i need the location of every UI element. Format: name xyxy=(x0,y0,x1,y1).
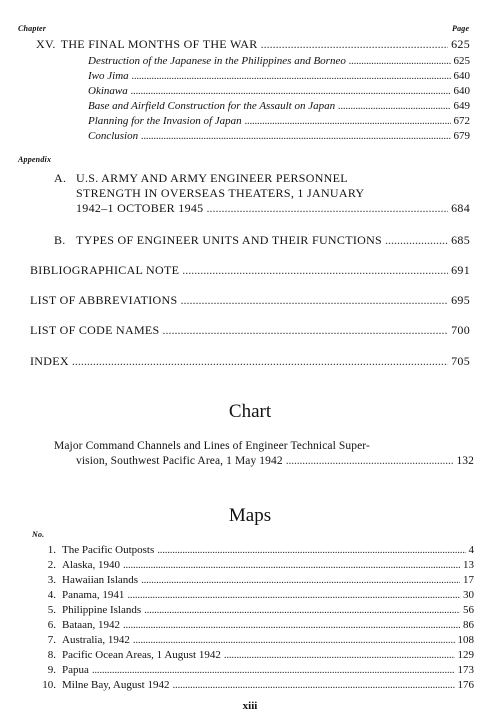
back-matter-entry xyxy=(30,293,470,307)
map-number: 10. xyxy=(42,679,56,691)
chart-section-heading: Chart xyxy=(228,401,272,422)
chart-title-line: Major Command Channels and Lines of Engineer Technical Super- xyxy=(54,440,370,452)
page-number: 685 xyxy=(451,233,470,247)
page-number: 30 xyxy=(463,589,474,601)
page-number: 625 xyxy=(451,37,470,51)
appendix-label: Appendix xyxy=(18,155,52,164)
dot-leader xyxy=(133,633,455,647)
dot-leader xyxy=(141,573,460,587)
dot-leader xyxy=(385,233,448,247)
section-title: Okinawa xyxy=(88,85,128,97)
footer-page-number: xiii xyxy=(242,700,258,712)
page-number: 695 xyxy=(451,293,470,307)
section-title: Iwo Jima xyxy=(88,70,129,82)
page-column-label: Page xyxy=(452,24,470,33)
map-entry xyxy=(34,603,474,617)
chart-entry xyxy=(54,439,474,469)
map-number: 8. xyxy=(47,649,56,661)
back-matter-entry xyxy=(30,263,470,277)
page-number: 640 xyxy=(453,70,470,82)
map-title: Philippine Islands xyxy=(62,604,142,616)
page-number: 625 xyxy=(453,55,470,67)
section-title: Destruction of the Japanese in the Philippines and Borneo xyxy=(88,55,346,67)
map-title: Pacific Ocean Areas, 1 August 1942 xyxy=(62,649,221,661)
back-matter-entry xyxy=(30,323,470,337)
map-entry xyxy=(34,558,474,572)
dot-leader xyxy=(163,323,449,337)
page-number: 700 xyxy=(451,323,470,337)
map-number: 9. xyxy=(47,664,56,676)
maps-section-heading: Maps xyxy=(228,505,272,526)
page-number: 4 xyxy=(468,544,474,556)
appendix-a-last-line xyxy=(54,201,470,216)
back-matter-entry xyxy=(30,354,470,368)
appendix-a-entry xyxy=(54,171,470,216)
map-entry xyxy=(34,663,474,677)
dot-leader xyxy=(207,201,449,216)
map-number: 1. xyxy=(47,544,56,556)
dot-leader xyxy=(144,603,460,617)
map-title: Alaska, 1940 xyxy=(62,559,121,571)
section-title: Conclusion xyxy=(88,130,139,142)
map-entry xyxy=(34,588,474,602)
chapter-title: THE FINAL MONTHS OF THE WAR xyxy=(60,37,258,51)
page-number: 684 xyxy=(451,201,470,215)
dot-leader xyxy=(123,618,460,632)
page-number: 86 xyxy=(463,619,474,631)
chart-last-line xyxy=(54,454,474,469)
page-number: 176 xyxy=(457,679,474,691)
dot-leader xyxy=(286,454,454,469)
page-number: 649 xyxy=(453,100,470,112)
dot-leader xyxy=(127,588,460,602)
page-number: 679 xyxy=(453,130,470,142)
dot-leader xyxy=(141,129,450,143)
dot-leader xyxy=(245,114,451,128)
map-number: 6. xyxy=(47,619,56,631)
appendix-title-line: STRENGTH IN OVERSEAS THEATERS, 1 JANUARY xyxy=(76,186,365,200)
chart-title-line: vision, Southwest Pacific Area, 1 May 1942 xyxy=(76,455,283,467)
dot-leader xyxy=(157,543,465,557)
page-number: 132 xyxy=(456,455,474,467)
section-entry xyxy=(88,84,470,98)
section-entry xyxy=(88,114,470,128)
page-number: 691 xyxy=(451,263,470,277)
dot-leader xyxy=(180,293,448,307)
page-number: 13 xyxy=(463,559,474,571)
back-matter-title: LIST OF CODE NAMES xyxy=(30,323,160,337)
map-entry xyxy=(34,633,474,647)
dot-leader xyxy=(132,69,451,83)
dot-leader xyxy=(182,263,448,277)
appendix-letter: B. xyxy=(54,233,66,247)
number-column-label: No. xyxy=(32,530,45,539)
map-entry xyxy=(34,573,474,587)
page-number: 640 xyxy=(453,85,470,97)
back-matter-title: LIST OF ABBREVIATIONS xyxy=(30,293,178,307)
dot-leader xyxy=(338,99,450,113)
section-entry xyxy=(88,69,470,83)
map-title: Milne Bay, August 1942 xyxy=(62,679,170,691)
dot-leader xyxy=(123,558,460,572)
map-title: Panama, 1941 xyxy=(62,589,125,601)
chapter-number: XV. xyxy=(36,37,56,51)
map-title: The Pacific Outposts xyxy=(62,544,155,556)
section-entry xyxy=(88,54,470,68)
section-title: Base and Airfield Construction for the Assault on Japan xyxy=(88,100,336,112)
appendix-b-entry xyxy=(54,233,470,247)
appendix-title: TYPES OF ENGINEER UNITS AND THEIR FUNCTIONS xyxy=(76,233,383,247)
appendix-letter: A. xyxy=(54,171,67,185)
map-title: Bataan, 1942 xyxy=(62,619,121,631)
map-title: Papua xyxy=(62,664,89,676)
map-number: 5. xyxy=(47,604,56,616)
back-matter-title: INDEX xyxy=(30,354,69,368)
chapter-xv-entry xyxy=(36,37,470,51)
page-number: 17 xyxy=(463,574,474,586)
appendix-title-line: 1942–1 OCTOBER 1945 xyxy=(76,201,204,215)
chapter-column-label: Chapter xyxy=(18,24,47,33)
dot-leader xyxy=(72,354,448,368)
map-entry xyxy=(34,543,474,557)
map-title: Australia, 1942 xyxy=(62,634,130,646)
map-entry xyxy=(34,678,474,692)
appendix-title-line: U.S. ARMY AND ARMY ENGINEER PERSONNEL xyxy=(76,171,348,185)
page-number: 705 xyxy=(451,354,470,368)
dot-leader xyxy=(224,648,455,662)
page-number: 129 xyxy=(457,649,474,661)
map-number: 2. xyxy=(47,559,56,571)
dot-leader xyxy=(131,84,451,98)
dot-leader xyxy=(92,663,455,677)
map-entry xyxy=(34,618,474,632)
map-entry xyxy=(34,648,474,662)
page-number: 672 xyxy=(453,115,470,127)
section-title: Planning for the Invasion of Japan xyxy=(88,115,242,127)
map-number: 7. xyxy=(47,634,56,646)
map-number: 4. xyxy=(47,589,56,601)
section-entry xyxy=(88,99,470,113)
page-number: 108 xyxy=(457,634,474,646)
dot-leader xyxy=(261,37,449,51)
page-number: 56 xyxy=(463,604,474,616)
map-number: 3. xyxy=(47,574,56,586)
section-entry xyxy=(88,129,470,143)
map-title: Hawaiian Islands xyxy=(62,574,139,586)
page-number: 173 xyxy=(457,664,474,676)
dot-leader xyxy=(349,54,451,68)
back-matter-title: BIBLIOGRAPHICAL NOTE xyxy=(30,263,180,277)
dot-leader xyxy=(172,678,454,692)
